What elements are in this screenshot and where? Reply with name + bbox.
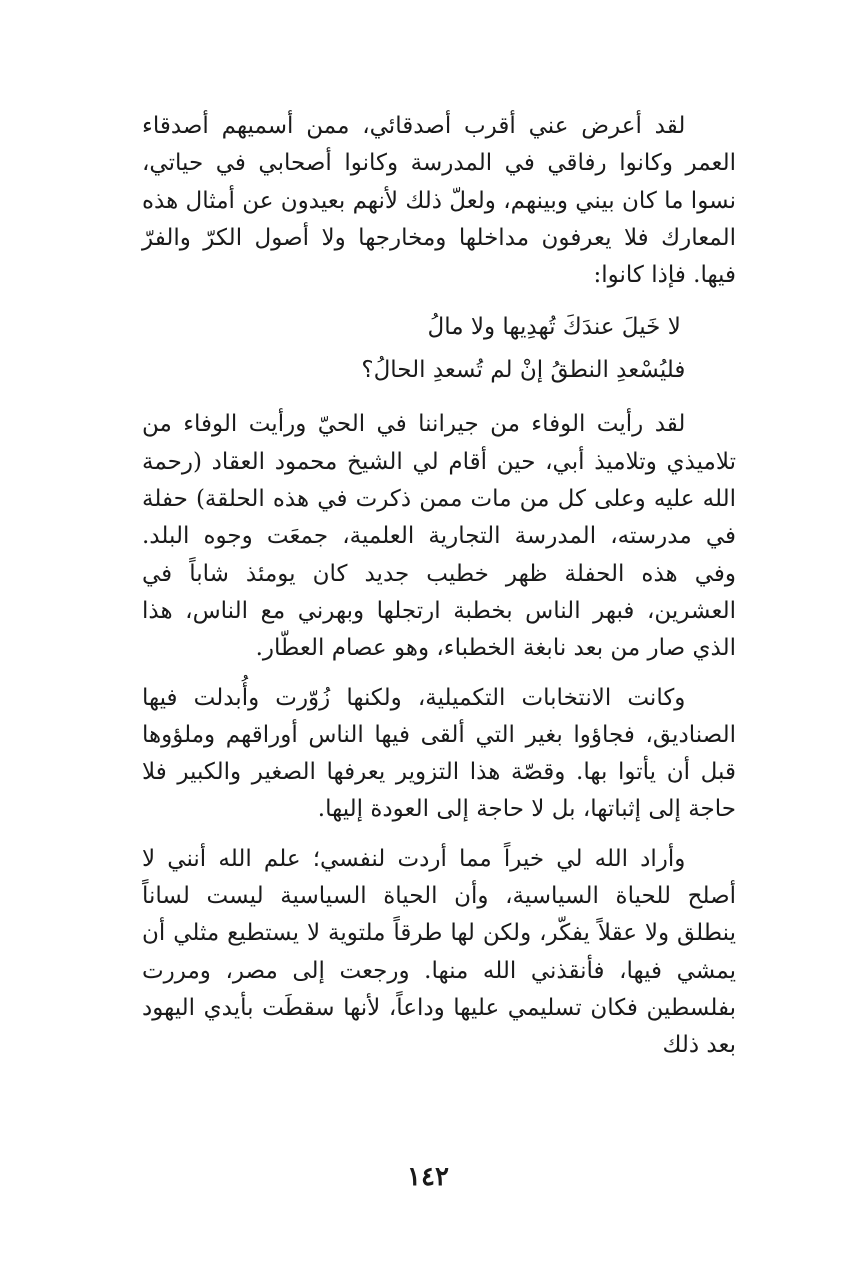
poem-verse (142, 306, 736, 392)
paragraph-2: لقد رأيت الوفاء من جيراننا في الحيّ ورأيت الوفاء من تلاميذي وتلاميذ أبي، حين أقام لي الشيخ محمود العقاد (رحمة الله عليه وعلى كل من مات ممن ذكرت في هذه الحلقة) حفلة في مدرسته، المدرسة التجارية العلمية، جمعَت وجوه البلد. وفي هذه الحفلة ظهر خطيب جديد كان يومئذ شاباً في العشرين، فبهر الناس بخطبة ارتجلها وبهرني مع الناس، هذا الذي صار من بعد نابغة الخطباء، وهو عصام العطّار. (142, 411, 736, 662)
body-text (142, 108, 736, 1077)
paragraph-4: وأراد الله لي خيراً مما أردت لنفسي؛ علم الله أنني لا أصلح للحياة السياسية، وأن الحياة السياسية ليست لساناً ينطلق ولا عقلاً يفكّر، ولكن لها طرقاً ملتوية لا يستطيع مثلي أن يمشي فيها، فأنقذني الله منها. ورجعت إلى مصر، ومررت بفلسطين فكان تسليمي عليها وداعاً، لأنها سقطَت بأيدي اليهود بعد ذلك (142, 845, 736, 1059)
paragraph-3: وكانت الانتخابات التكميلية، ولكنها زُوّرت وأُبدلت فيها الصناديق، فجاؤوا بغير التي ألقى فيها الناس أوراقهم وملؤوها قبل أن يأتوا بها. وقصّة هذا التزوير يعرفها الصغير والكبير فلا حاجة إلى إثباتها، بل لا حاجة إلى العودة إليها. (142, 684, 736, 823)
page-number: ١٤٢ (407, 1162, 449, 1192)
verse-line-2: فليُسْعدِ النطقُ إنْ لم تُسعدِ الحالُ؟ (361, 357, 686, 384)
verse-line-1: لا خَيلَ عندَكَ تُهدِيها ولا مالُ (427, 314, 681, 341)
paragraph-1: لقد أعرض عني أقرب أصدقائي، ممن أسميهم أصدقاء العمر وكانوا رفاقي في المدرسة وكانوا أصحابي في حياتي، نسوا ما كان بيني وبينهم، ولعلّ ذلك لأنهم بعيدون عن أمثال هذه المعارك فلا يعرفون مداخلها ومخارجها ولا أصول الكرّ والفرّ فيها. فإذا كانوا: (141, 113, 736, 289)
